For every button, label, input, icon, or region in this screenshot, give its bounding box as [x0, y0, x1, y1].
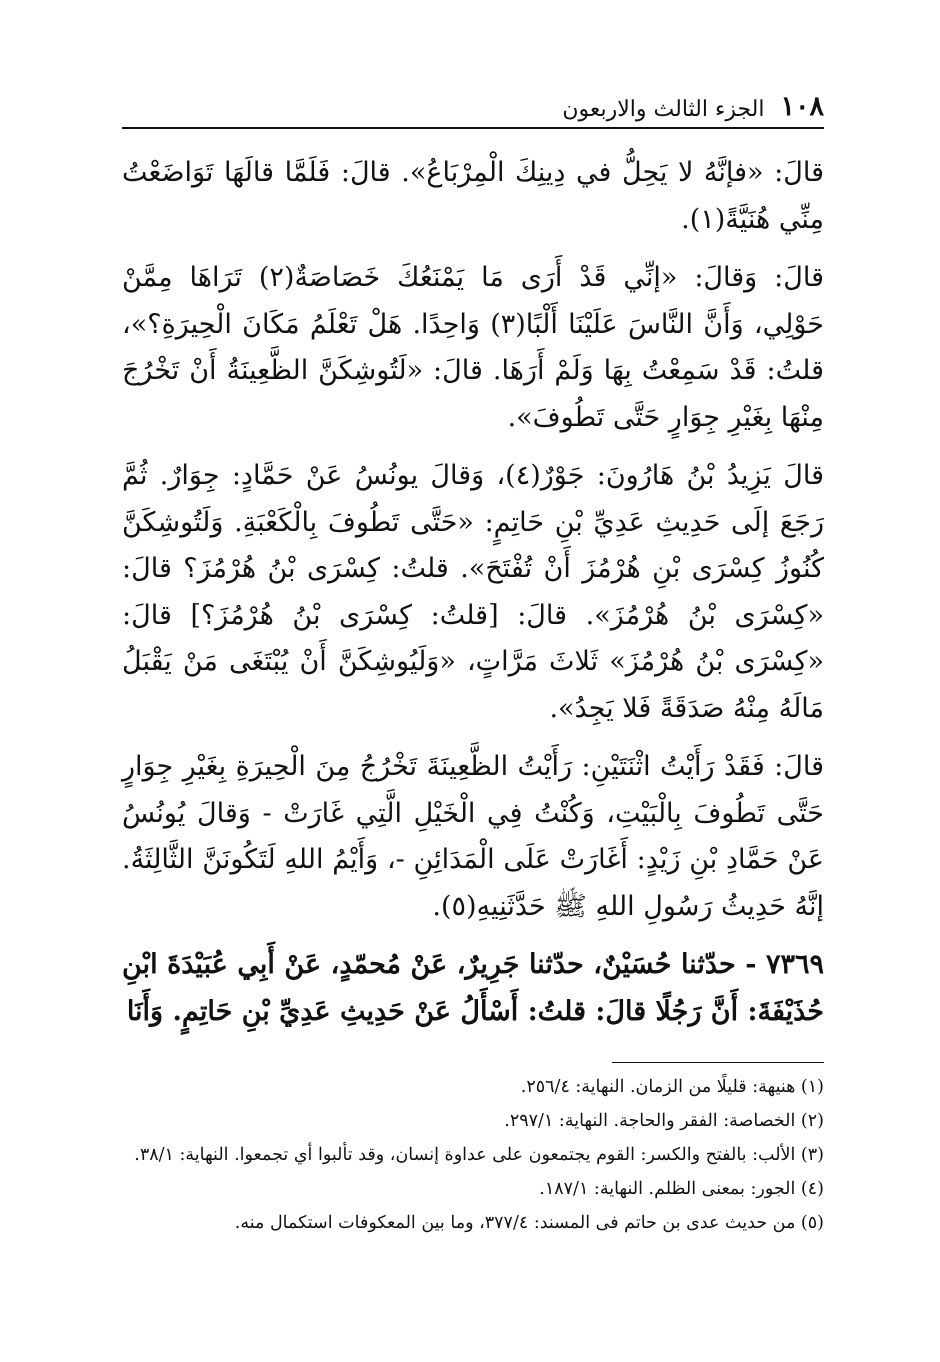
paragraph: قالَ: وَقالَ: «إنِّي قَدْ أَرَى مَا يَمْنَعُكَ خَصَاصَةٌ(٢) تَرَاهَا مِمَّنْ حَوْلِي، وَأَنَّ النَّاسَ عَلَيْنَا أَلْبًا(٣) وَاحِدًا. هَلْ تَعْلَمُ مَكَانَ الْحِيرَةِ؟»، قلتُ: قَدْ سَمِعْتُ بِهَا وَلَمْ أَرَهَا. قالَ: «لَتُوشِكَنَّ الظَّعِينَةُ أَنْ تَخْرُجَ مِنْهَا بِغَيْرِ جِوَارٍ حَتَّى تَطُوفَ».: [122, 262, 824, 433]
header-rule: [122, 127, 824, 129]
page-header: [122, 82, 824, 122]
footnote: (٥) من حديث عدى بن حاتم فى المسند: ٣٧٧/٤، وما بين المعكوفات استكمال منه.: [234, 1213, 824, 1233]
footnote: (٣) الألب: بالفتح والكسر: القوم يجتمعون على عداوة إنسان، وقد تألبوا أي تجمعوا. النهاية: ٣٨/١.: [134, 1145, 824, 1165]
paragraph: قالَ: «فإنَّهُ لا يَحِلُّ في دِينِكَ الْمِرْبَاعُ». قالَ: فَلَمَّا قالَهَا تَوَاضَعْتُ مِنِّي هُنَيَّةً(١).: [122, 157, 824, 235]
footnotes: [122, 1072, 824, 1242]
running-title: الجزء الثالث والاربعون: [562, 97, 765, 122]
page-number: ١٠٨: [780, 91, 824, 122]
paragraph: قالَ: فَقَدْ رَأَيْتُ اثْنَتَيْنِ: رَأَيْتُ الظَّعِينَةَ تَخْرُجُ مِنَ الْحِيرَةِ بِغَيْرِ جِوَارٍ حَتَّى تَطُوفَ بِالْبَيْتِ، وَكُنْتُ فِي الْخَيْلِ الَّتِي غَارَتْ - وَقالَ يُونُسُ عَنْ حَمَّادِ بْنِ زَيْدٍ: أَغَارَتْ عَلَى الْمَدَائِنِ -، وَأَيْمُ اللهِ لَتَكُونَنَّ الثَّالِثَةُ. إنَّهُ حَدِيثُ رَسُولِ اللهِ ﷺ حَدَّثَنِيهِ(٥).: [122, 751, 824, 922]
footnote: (٤) الجور: بمعنى الظلم. النهاية: ١٨٧/١.: [539, 1179, 824, 1199]
footnote: (٢) الخصاصة: الفقر والحاجة. النهاية: ٢٩٧/١.: [504, 1111, 824, 1131]
body-text: [122, 150, 824, 1047]
paragraph: قالَ يَزِيدُ بْنُ هَارُونَ: جَوْرٌ(٤)، وَقالَ يونُسُ عَنْ حَمَّادٍ: جِوَارٌ. ثُمَّ رَجَعَ إلَى حَدِيثِ عَدِيِّ بْنِ حَاتِمٍ: «حَتَّى تَطُوفَ بِالْكَعْبَةِ. وَلَتُوشِكَنَّ كُنُوزُ كِسْرَى بْنِ هُرْمُزَ أَنْ تُفْتَحَ». قلتُ: كِسْرَى بْنُ هُرْمُزَ؟ قالَ: «كِسْرَى بْنُ هُرْمُزَ». قالَ: [قلتُ: كِسْرَى بْنُ هُرْمُزَ؟] قالَ: «كِسْرَى بْنُ هُرْمُزَ» ثَلاثَ مَرَّاتٍ، «وَلَيُوشِكَنَّ أَنْ يُبْتَغَى مَنْ يَقْبَلُ مَالَهُ مِنْهُ صَدَقَةً فَلا يَجِدُ».: [122, 460, 824, 724]
footnote-rule: [612, 1062, 824, 1063]
hadith-paragraph: ٧٣٦٩ - حدّثنا حُسَيْنٌ، حدّثنا جَرِيرٌ، عَنْ مُحمّدٍ، عَنْ أَبِي عُبَيْدَةَ ابْنِ حُذَيْفَةَ: أَنَّ رَجُلًا قالَ: قلتُ: أَسْأَلُ عَنْ حَدِيثِ عَدِيِّ بْنِ حَاتِمٍ. وَأَنَا: [122, 949, 824, 1027]
footnote: (١) هنيهة: قليلًا من الزمان. النهاية: ٢٥٦/٤.: [520, 1077, 824, 1097]
